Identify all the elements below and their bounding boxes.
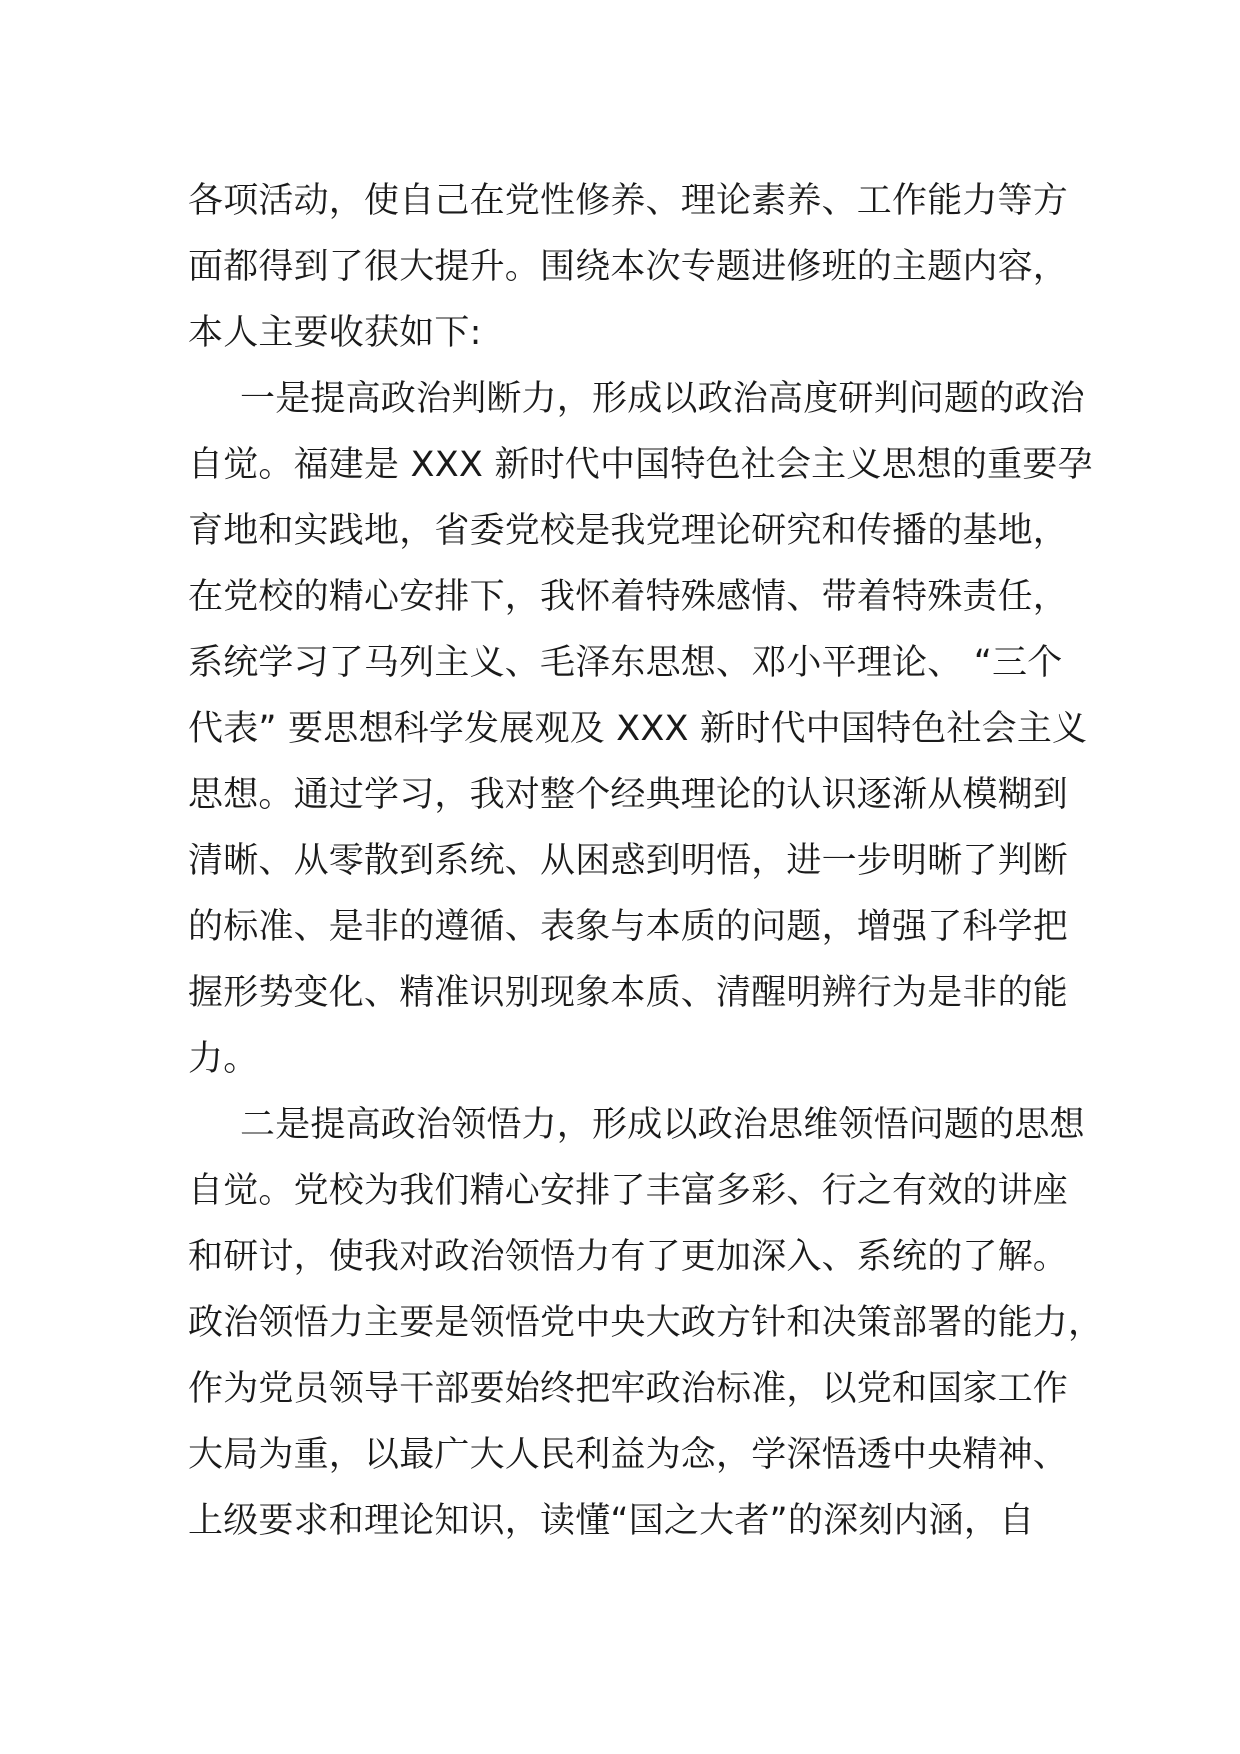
text-line: 本人主要收获如下: xyxy=(188,313,482,353)
text-line: 大局为重，以最广大人民利益为念，学深悟透中央精神、 xyxy=(188,1435,1069,1475)
text-line: 思想。通过学习，我对整个经典理论的认识逐渐从模糊到 xyxy=(188,775,1069,815)
text-line: 一是提高政治判断力，形成以政治高度研判问题的政治 xyxy=(240,379,1085,419)
text-line: 系统学习了马列主义、毛泽东思想、邓小平理论、 “三个 xyxy=(188,643,1063,683)
text-line: 在党校的精心安排下，我怀着特殊感情、带着特殊责任， xyxy=(188,577,1069,617)
text-line: 代表” 要思想科学发展观及 XXX 新时代中国特色社会主义 xyxy=(188,709,1088,749)
document-body xyxy=(188,168,1104,1554)
text-line: 和研讨，使我对政治领悟力有了更加深入、系统的了解。 xyxy=(188,1237,1069,1277)
text-line: 的标准、是非的遵循、表象与本质的问题，增强了科学把 xyxy=(188,907,1069,947)
text-line: 政治领悟力主要是领悟党中央大政方针和决策部署的能力， xyxy=(188,1303,1104,1343)
text-line: 握形势变化、精准识别现象本质、清醒明辨行为是非的能 xyxy=(188,973,1069,1013)
text-line: 自觉。党校为我们精心安排了丰富多彩、行之有效的讲座 xyxy=(188,1171,1069,1211)
text-line: 作为党员领导干部要始终把牢政治标准，以党和国家工作 xyxy=(188,1369,1069,1409)
text-line: 上级要求和理论知识，读懂“国之大者”的深刻内涵，自 xyxy=(188,1501,1035,1541)
text-line: 面都得到了很大提升。围绕本次专题进修班的主题内容， xyxy=(188,247,1069,287)
text-line: 二是提高政治领悟力，形成以政治思维领悟问题的思想 xyxy=(240,1105,1085,1145)
text-line: 清晰、从零散到系统、从困惑到明悟，进一步明晰了判断 xyxy=(188,841,1069,881)
text-line: 力。 xyxy=(188,1039,259,1079)
text-line: 育地和实践地，省委党校是我党理论研究和传播的基地， xyxy=(188,511,1069,551)
text-line: 自觉。福建是 XXX 新时代中国特色社会主义思想的重要孕 xyxy=(188,445,1093,485)
text-line: 各项活动，使自己在党性修养、理论素养、工作能力等方 xyxy=(188,181,1069,221)
